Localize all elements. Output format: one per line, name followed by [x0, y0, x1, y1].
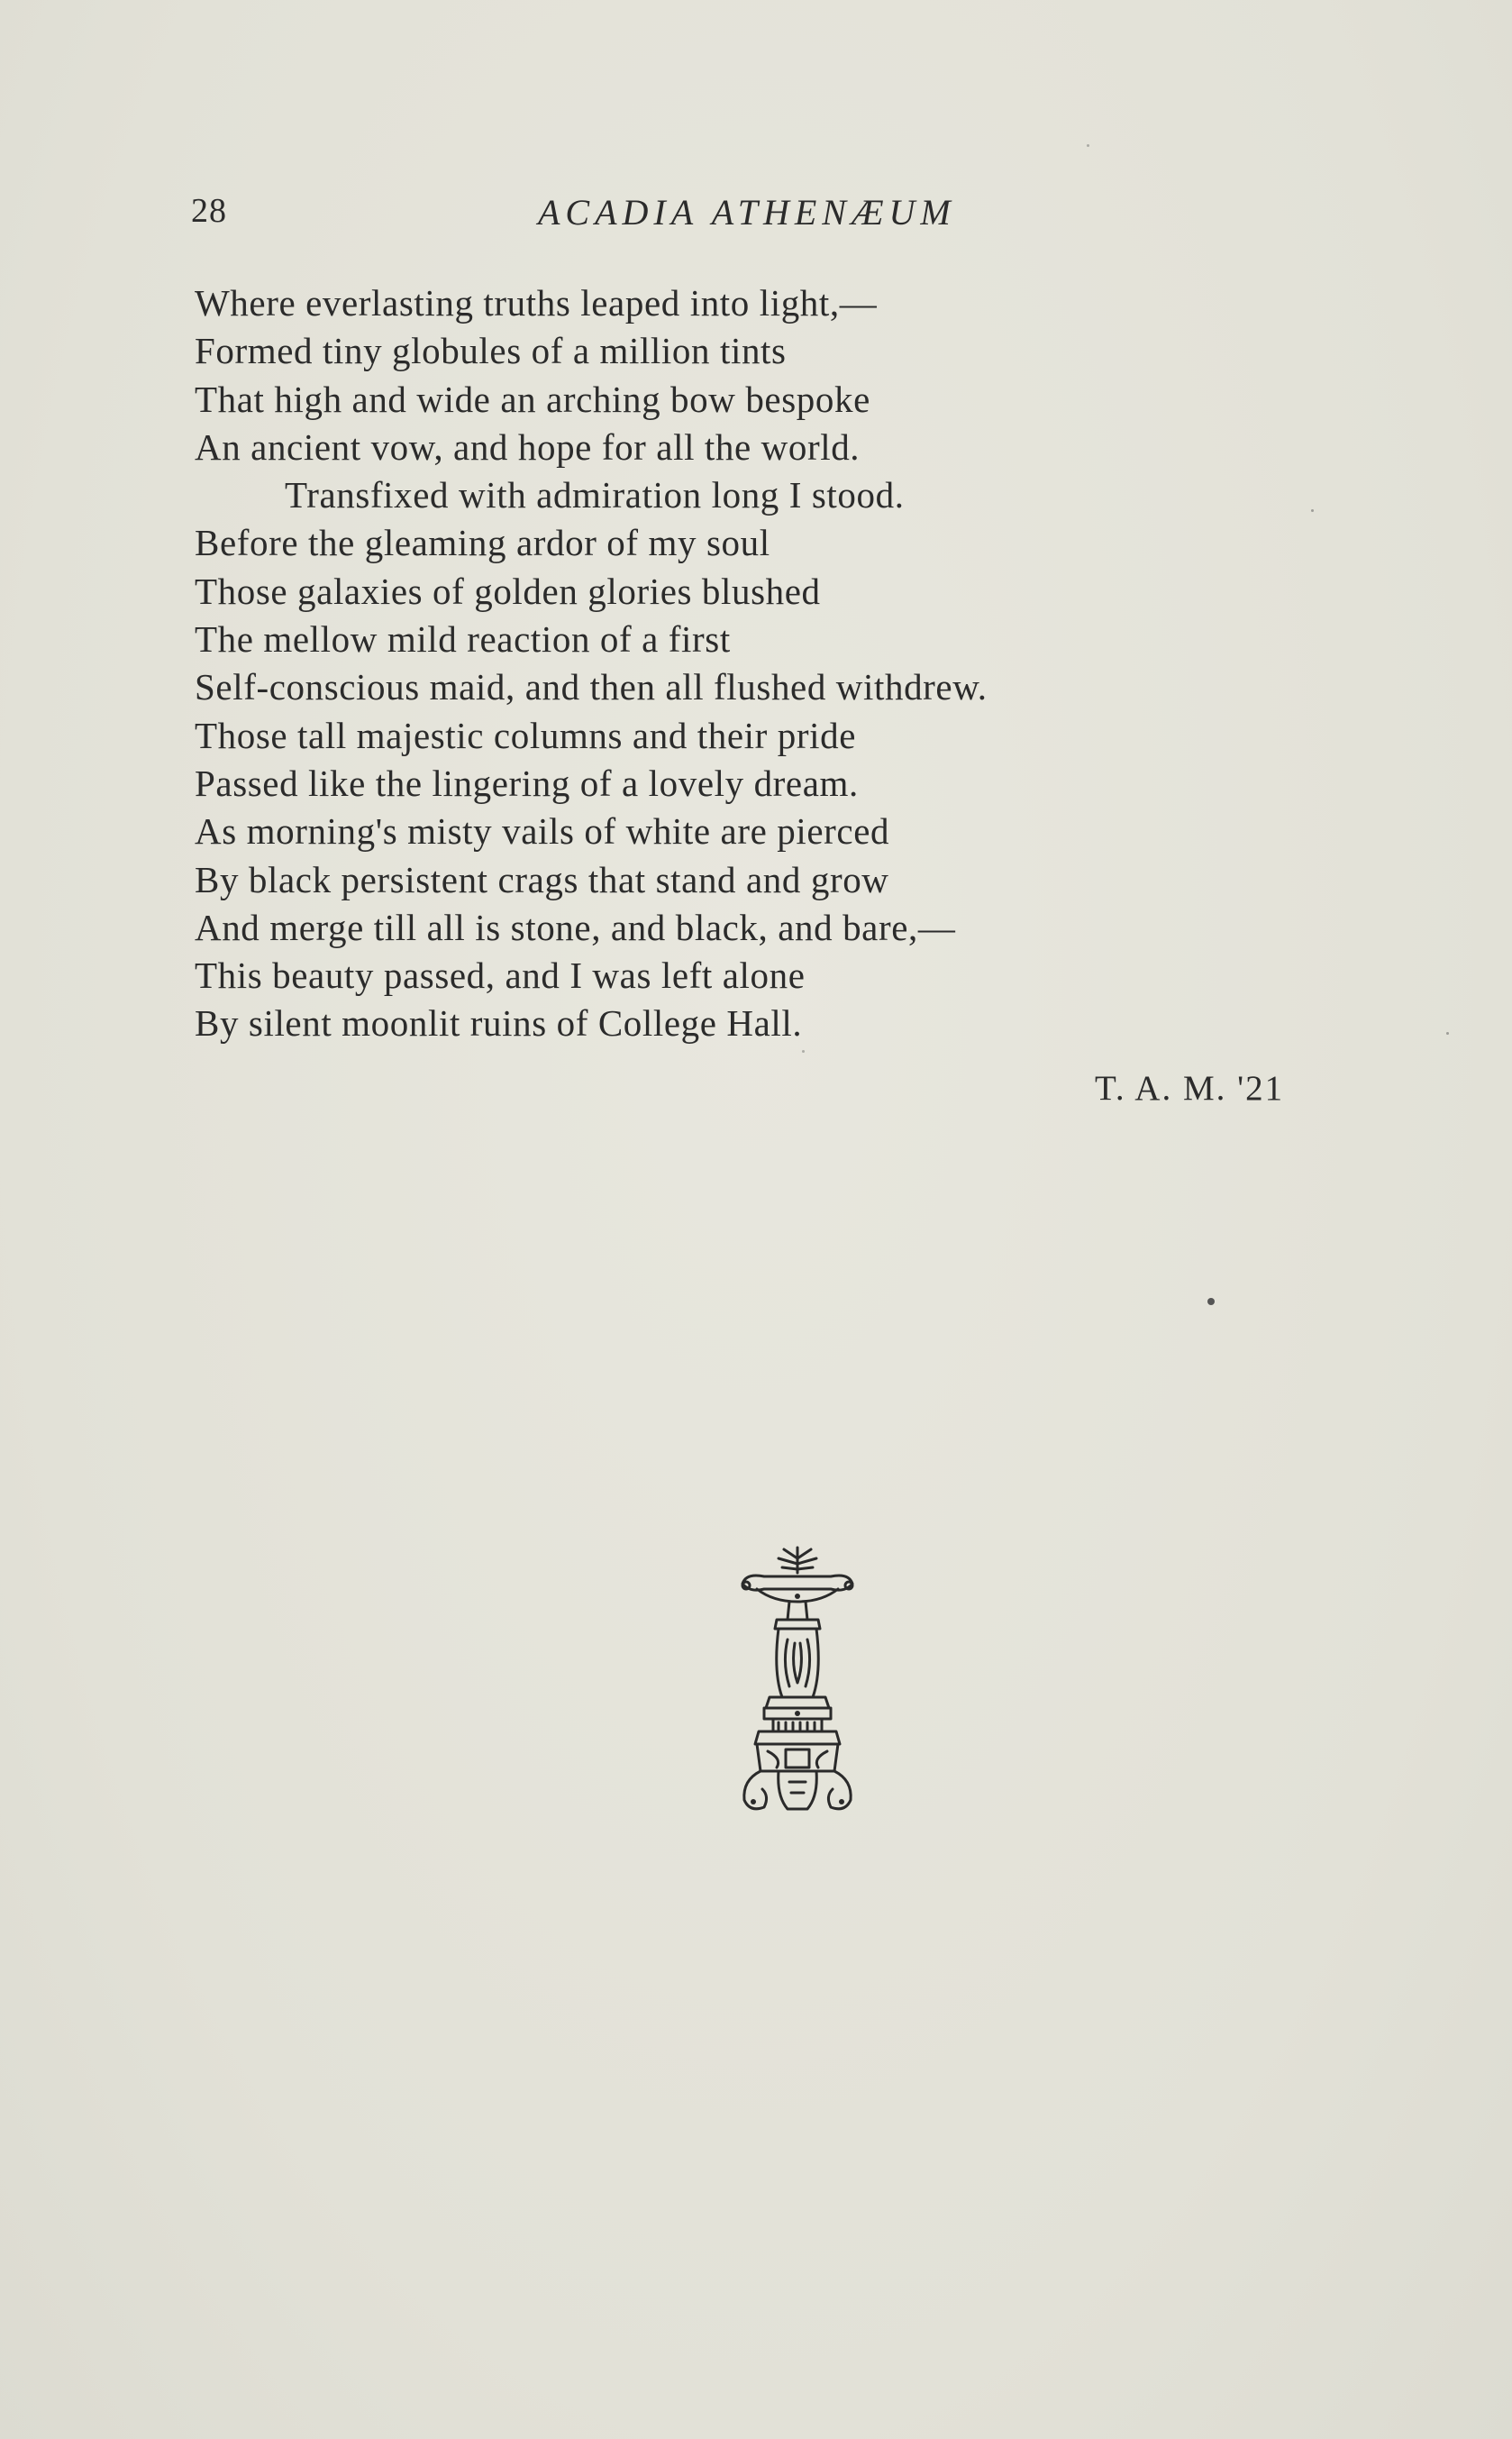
poem-line: By silent moonlit ruins of College Hall. [195, 1002, 803, 1045]
poem-line: An ancient vow, and hope for all the world. [195, 425, 861, 468]
paper-speck [1087, 144, 1089, 147]
poem-line: Before the gleaming ardor of my soul [195, 522, 770, 564]
poem-line: This beauty passed, and I was left alone [195, 955, 806, 997]
fountain-vase-ornament-icon [737, 1546, 858, 1825]
page-header [191, 191, 1344, 245]
poem-line: Those galaxies of golden glories blushed [195, 570, 821, 612]
poem-line: And merge till all is stone, and black, and bare,— [195, 906, 956, 948]
paper-speck [802, 1050, 805, 1053]
running-title: ACADIA ATHENÆUM [538, 192, 956, 233]
poem-line: Where everlasting truths leaped into light,— [195, 282, 878, 324]
paper-speck [1311, 509, 1314, 512]
paper-speck [1207, 1298, 1215, 1305]
poem [195, 279, 1276, 1048]
paper-speck [1446, 1032, 1449, 1035]
page-number: 28 [191, 192, 227, 230]
poem-line: Formed tiny globules of a million tints [195, 330, 787, 372]
poem-line: Those tall majestic columns and their pride [195, 714, 856, 756]
poem-line: The mellow mild reaction of a first [195, 618, 731, 661]
poem-line: That high and wide an arching bow bespoke [195, 378, 870, 420]
poem-line: As morning's misty vails of white are pierced [195, 810, 890, 853]
poem-line: Self-conscious maid, and then all flushed withdrew. [195, 666, 988, 708]
poem-line: Transfixed with admiration long I stood. [285, 474, 905, 516]
poem-line: Passed like the lingering of a lovely dream. [195, 762, 859, 804]
author-signature: T. A. M. '21 [1095, 1069, 1285, 1108]
poem-line: By black persistent crags that stand and grow [195, 858, 889, 900]
